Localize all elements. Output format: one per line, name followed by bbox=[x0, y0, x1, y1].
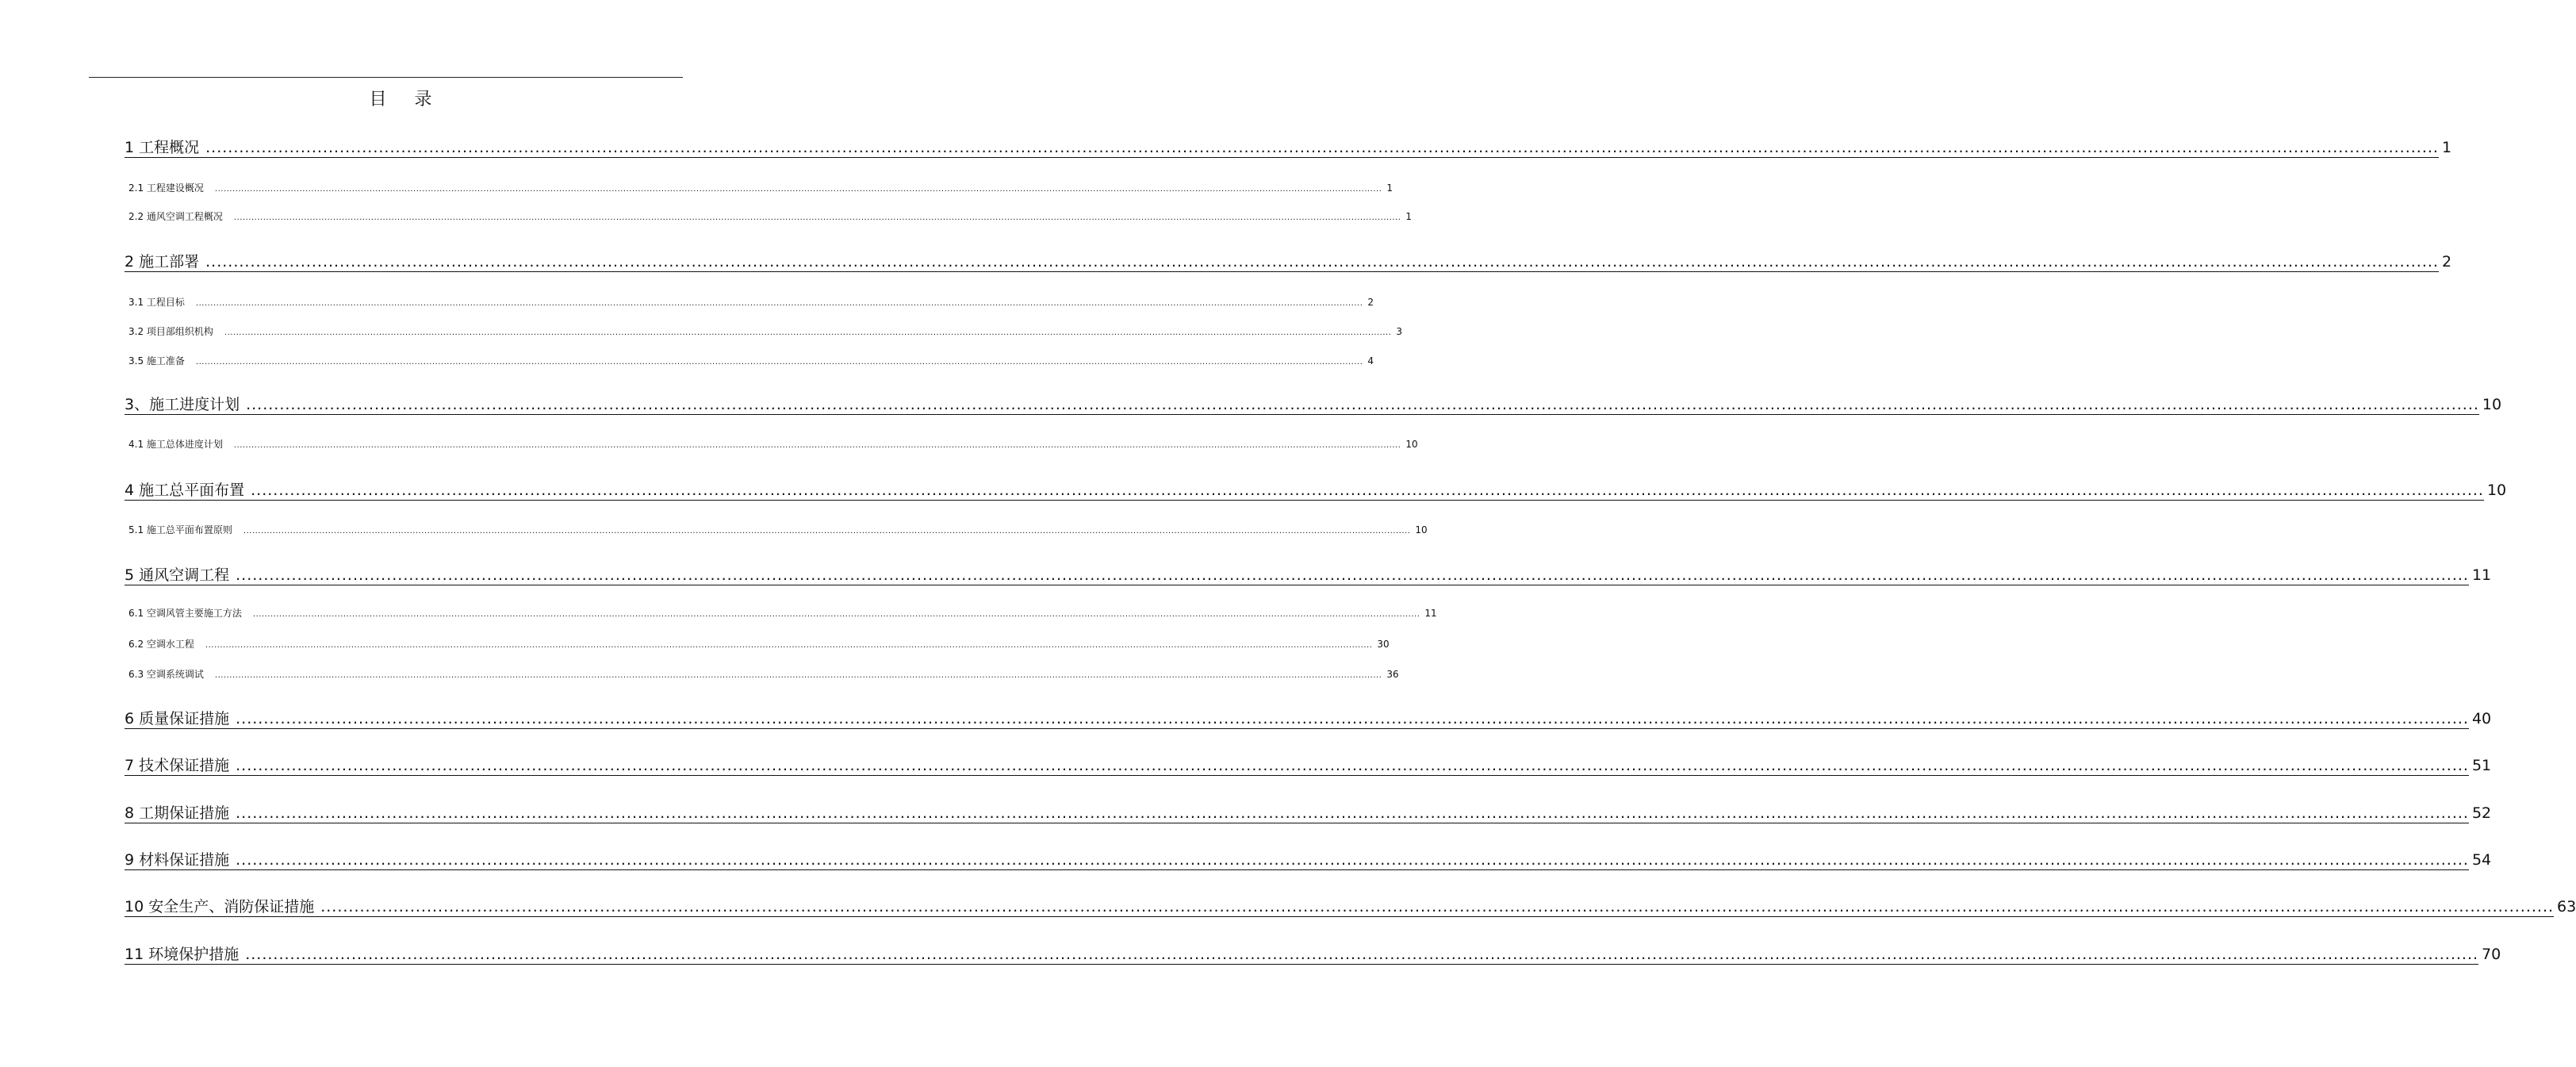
toc-chapter-entry[interactable] bbox=[125, 754, 2492, 774]
toc-dot-leader: ................................................................................................................................................................................................................................................................................................................................................................................................................ bbox=[205, 641, 1373, 650]
toc-page-number: 3 bbox=[1396, 326, 1403, 337]
toc-page-number: 52 bbox=[2471, 804, 2492, 822]
toc-dot-leader: ................................................................................................................................................................................................................................................................................................................................................................................................................ bbox=[233, 441, 1401, 450]
toc-entry-label: 2 施工部署 bbox=[125, 253, 200, 271]
toc-entry-label: 7 技术保证措施 bbox=[125, 757, 230, 774]
toc-section-entry[interactable] bbox=[128, 437, 1418, 451]
toc-page-number: 2 bbox=[1367, 297, 1374, 308]
toc-page-number: 11 bbox=[2471, 566, 2492, 584]
toc-page-number: 10 bbox=[1405, 439, 1418, 450]
toc-entry-label: 6 质量保证措施 bbox=[125, 710, 230, 727]
toc-chapter-entry[interactable] bbox=[125, 563, 2492, 584]
toc-section-entry[interactable] bbox=[128, 324, 1403, 339]
toc-section-entry[interactable] bbox=[128, 637, 1390, 651]
toc-dot-leader: ................................................................................................................................................................................................................................................................................................................................................................................................................ bbox=[252, 610, 1420, 619]
toc-dot-leader: ................................................................................................................................................................................................................................................................................................................................................................................................................ bbox=[233, 213, 1401, 222]
toc-link-underline bbox=[125, 563, 2469, 585]
toc-chapter-entry[interactable] bbox=[125, 478, 2507, 499]
toc-page-number: 1 bbox=[2441, 139, 2452, 156]
toc-chapter-entry[interactable] bbox=[125, 942, 2501, 963]
toc-page-number: 70 bbox=[2482, 946, 2501, 963]
toc-link-underline bbox=[125, 250, 2439, 272]
header-rule bbox=[89, 77, 683, 78]
toc-page-number: 2 bbox=[2441, 253, 2452, 271]
toc-chapter-entry[interactable] bbox=[125, 848, 2492, 869]
toc-section-entry[interactable] bbox=[128, 667, 1399, 681]
toc-link-underline bbox=[125, 848, 2469, 870]
toc-entry-label: 6.2 空调水工程 bbox=[128, 639, 194, 650]
toc-dot-leader: ................................................................................................................................................................................................................................................................................................................................................................................................................ bbox=[245, 946, 2479, 963]
toc-dot-leader: ................................................................................................................................................................................................................................................................................................................................................................................................................ bbox=[236, 804, 2469, 822]
toc-dot-leader: ................................................................................................................................................................................................................................................................................................................................................................................................................ bbox=[224, 328, 1392, 337]
toc-link-underline bbox=[125, 754, 2469, 776]
toc-link-underline bbox=[125, 801, 2469, 823]
toc-section-entry[interactable] bbox=[128, 181, 1393, 195]
toc-dot-leader: ................................................................................................................................................................................................................................................................................................................................................................................................................ bbox=[214, 671, 1382, 680]
toc-link-underline bbox=[125, 895, 2554, 917]
toc-entry-label: 4.1 施工总体进度计划 bbox=[128, 439, 223, 450]
toc-dot-leader: ................................................................................................................................................................................................................................................................................................................................................................................................................ bbox=[236, 851, 2469, 869]
toc-dot-leader: ................................................................................................................................................................................................................................................................................................................................................................................................................ bbox=[236, 757, 2469, 774]
toc-entry-label: 5.1 施工总平面布置原则 bbox=[128, 524, 232, 535]
toc-entry-label: 5 通风空调工程 bbox=[125, 566, 230, 584]
toc-page-number: 1 bbox=[1386, 182, 1393, 194]
toc-dot-leader: ................................................................................................................................................................................................................................................................................................................................................................................................................ bbox=[236, 710, 2469, 727]
toc-entry-label: 6.3 空调系统调试 bbox=[128, 669, 204, 680]
toc-chapter-entry[interactable] bbox=[125, 801, 2492, 822]
toc-page-number: 10 bbox=[2486, 482, 2507, 499]
toc-section-entry[interactable] bbox=[128, 354, 1374, 368]
toc-chapter-entry[interactable] bbox=[125, 250, 2452, 271]
toc-link-underline bbox=[125, 136, 2439, 158]
toc-dot-leader: ................................................................................................................................................................................................................................................................................................................................................................................................................ bbox=[320, 898, 2555, 915]
toc-page-number: 51 bbox=[2471, 757, 2492, 774]
toc-dot-leader: ................................................................................................................................................................................................................................................................................................................................................................................................................ bbox=[236, 566, 2469, 584]
toc-chapter-entry[interactable] bbox=[125, 393, 2502, 413]
toc-entry-label: 6.1 空调风管主要施工方法 bbox=[128, 608, 242, 619]
toc-page-number: 54 bbox=[2471, 851, 2492, 869]
toc-chapter-entry[interactable] bbox=[125, 895, 2576, 915]
toc-dot-leader: ................................................................................................................................................................................................................................................................................................................................................................................................................ bbox=[214, 185, 1382, 194]
toc-entry-label: 3.2 项目部组织机构 bbox=[128, 326, 213, 337]
toc-page-number: 40 bbox=[2471, 710, 2492, 727]
toc-entry-label: 4 施工总平面布置 bbox=[125, 482, 245, 499]
toc-page-number: 63 bbox=[2557, 898, 2576, 915]
toc-section-entry[interactable] bbox=[128, 209, 1413, 224]
toc-page-number: 10 bbox=[2482, 396, 2502, 413]
toc-link-underline bbox=[125, 942, 2478, 965]
toc-dot-leader: ................................................................................................................................................................................................................................................................................................................................................................................................................ bbox=[251, 482, 2484, 499]
page-title: 目 录 bbox=[369, 90, 443, 109]
toc-section-entry[interactable] bbox=[128, 295, 1374, 309]
toc-entry-label: 8 工期保证措施 bbox=[125, 804, 230, 822]
toc-section-entry[interactable] bbox=[128, 606, 1437, 620]
toc-link-underline bbox=[125, 478, 2484, 501]
toc-dot-leader: ................................................................................................................................................................................................................................................................................................................................................................................................................ bbox=[195, 358, 1363, 367]
toc-dot-leader: ................................................................................................................................................................................................................................................................................................................................................................................................................ bbox=[195, 299, 1363, 308]
toc-dot-leader: ................................................................................................................................................................................................................................................................................................................................................................................................................ bbox=[243, 527, 1411, 535]
toc-entry-label: 2.1 工程建设概况 bbox=[128, 182, 204, 194]
toc-page-number: 36 bbox=[1386, 669, 1399, 680]
toc-entry-label: 10 安全生产、消防保证措施 bbox=[125, 898, 315, 915]
toc-entry-label: 3.5 施工准备 bbox=[128, 355, 185, 367]
toc-chapter-entry[interactable] bbox=[125, 136, 2452, 156]
toc-dot-leader: ................................................................................................................................................................................................................................................................................................................................................................................................................ bbox=[246, 396, 2479, 413]
toc-page-number: 30 bbox=[1377, 639, 1390, 650]
toc-dot-leader: ................................................................................................................................................................................................................................................................................................................................................................................................................ bbox=[205, 139, 2439, 156]
toc-entry-label: 9 材料保证措施 bbox=[125, 851, 230, 869]
toc-entry-label: 3、施工进度计划 bbox=[125, 396, 240, 413]
toc-entry-label: 1 工程概况 bbox=[125, 139, 200, 156]
toc-entry-label: 3.1 工程目标 bbox=[128, 297, 185, 308]
toc-chapter-entry[interactable] bbox=[125, 707, 2492, 727]
toc-page-number: 11 bbox=[1424, 608, 1437, 619]
toc-entry-label: 11 环境保护措施 bbox=[125, 946, 240, 963]
toc-page-number: 4 bbox=[1367, 355, 1374, 367]
toc-section-entry[interactable] bbox=[128, 523, 1428, 537]
toc-dot-leader: ................................................................................................................................................................................................................................................................................................................................................................................................................ bbox=[205, 253, 2439, 271]
toc-link-underline bbox=[125, 707, 2469, 729]
toc-page-number: 10 bbox=[1415, 524, 1428, 535]
toc-link-underline bbox=[125, 393, 2479, 415]
toc-page-number: 1 bbox=[1405, 211, 1413, 222]
toc-entry-label: 2.2 通风空调工程概况 bbox=[128, 211, 223, 222]
